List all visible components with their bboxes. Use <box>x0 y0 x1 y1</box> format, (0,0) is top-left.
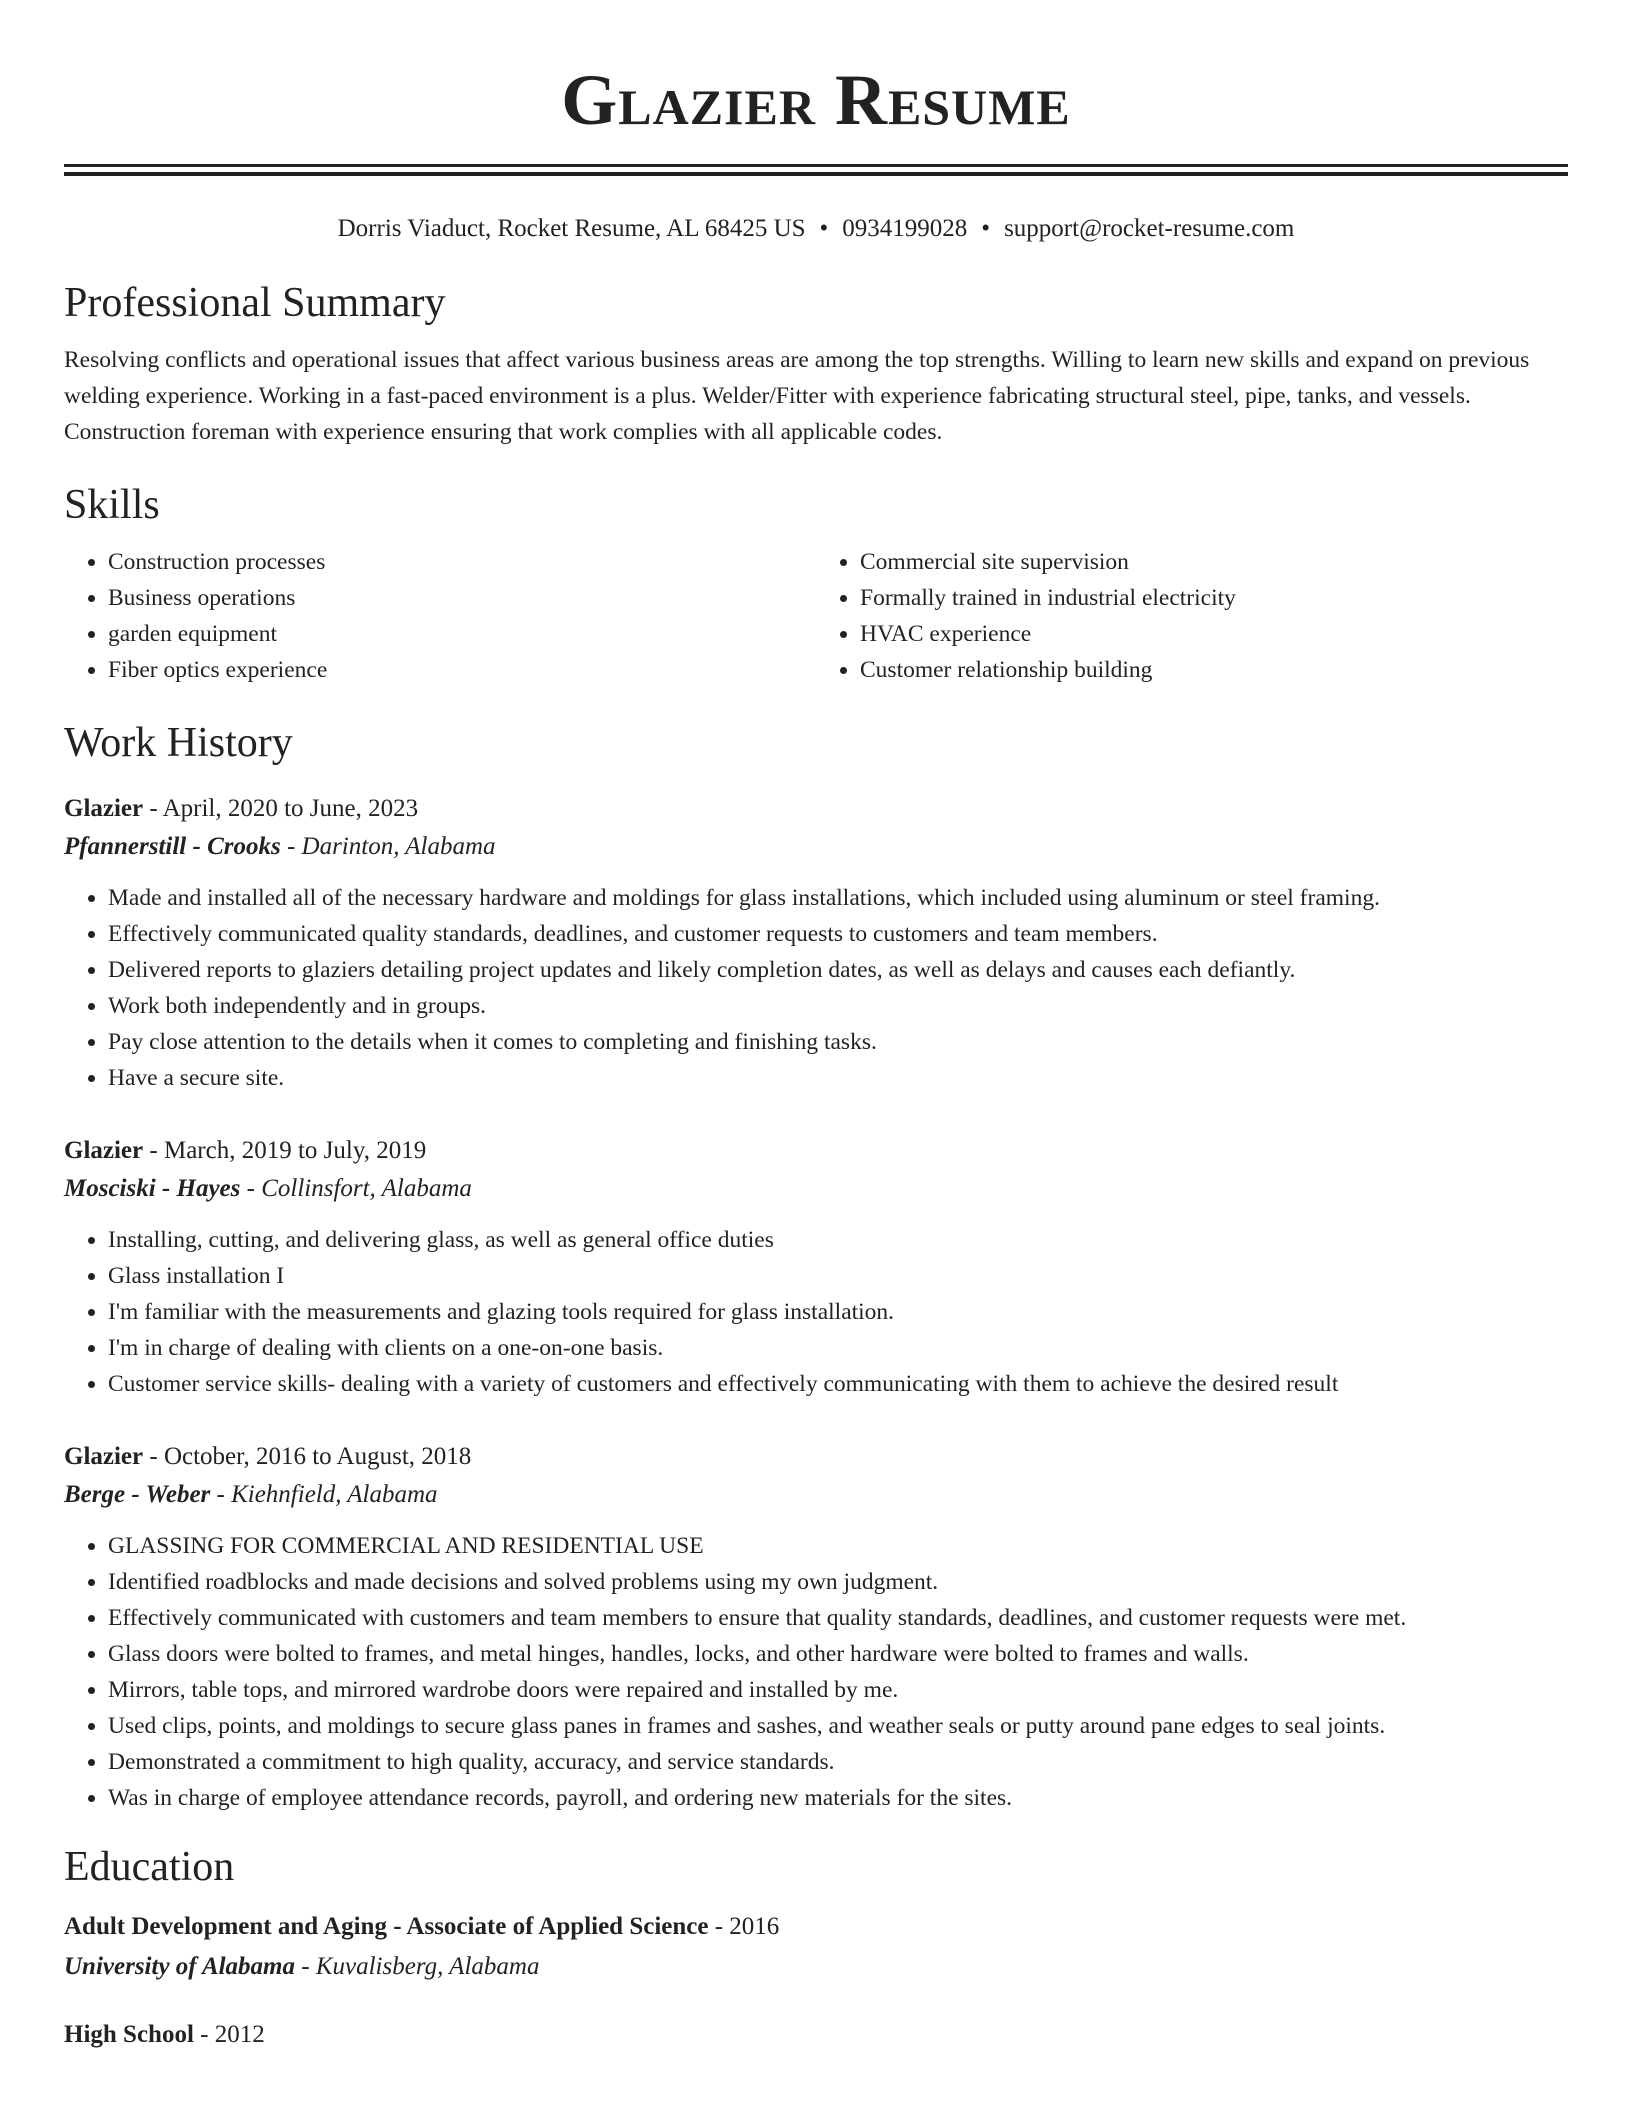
job-company-line <box>64 828 1568 866</box>
summary-text: Resolving conflicts and operational issues that affect various business areas are among the top strengths. Willing to learn new skills and expand on previous welding experience. Working in a fast-paced environment is a plus. Welder/Fitter with experience fabricating structural steel, pipe, tanks, and vessels. Construction foreman with experience ensuring that work complies with all applicable codes. <box>64 347 1530 445</box>
skills-column-left <box>64 544 816 688</box>
contact-email: support@rocket-resume.com <box>1004 215 1295 242</box>
job-bullet: • Was in charge of employee attendance records, payroll, and ordering new materials for the sites. <box>108 1780 1568 1816</box>
education-year: - 2012 <box>193 2021 265 2048</box>
summary-heading: Professional Summary <box>64 280 446 326</box>
education-year: - 2016 <box>708 1913 780 1940</box>
job-bullet: • Identified roadblocks and made decisions and solved problems using my own judgment. <box>108 1564 1568 1600</box>
job-bullets <box>64 1222 1568 1402</box>
job-entry <box>64 1438 1568 1816</box>
job-bullet: • GLASSING FOR COMMERCIAL AND RESIDENTIAL USE <box>108 1528 1568 1564</box>
job-company: Berge - Weber <box>64 1481 211 1508</box>
job-title: Glazier <box>64 1137 144 1164</box>
education-degree: High School <box>64 2021 194 2048</box>
skill-item: • Commercial site supervision <box>860 544 1568 580</box>
job-dates: - March, 2019 to July, 2019 <box>143 1137 427 1164</box>
skills-column-right <box>816 544 1568 688</box>
skill-item: • Fiber optics experience <box>108 652 816 688</box>
job-bullet: • I'm familiar with the measurements and glazing tools required for glass installation. <box>108 1294 1568 1330</box>
education-degree: Adult Development and Aging - Associate of Applied Science <box>64 1913 709 1940</box>
contact-line <box>64 212 1568 246</box>
job-bullets <box>64 1528 1568 1816</box>
education-degree-line <box>64 1908 1568 1946</box>
job-bullet: • I'm in charge of dealing with clients on a one-on-one basis. <box>108 1330 1568 1366</box>
contact-phone: 0934199028 <box>842 215 968 242</box>
title-rule-bottom <box>64 172 1568 176</box>
job-title-line <box>64 1132 1568 1170</box>
skill-item: • HVAC experience <box>860 616 1568 652</box>
job-bullet: • Customer service skills- dealing with a variety of customers and effectively communicating with them to achieve the desired result <box>108 1366 1568 1402</box>
job-bullet: • Glass doors were bolted to frames, and metal hinges, handles, locks, and other hardware were bolted to frames and walls. <box>108 1636 1568 1672</box>
job-bullet: • Mirrors, table tops, and mirrored wardrobe doors were repaired and installed by me. <box>108 1672 1568 1708</box>
job-entry <box>64 1132 1568 1402</box>
job-company-line <box>64 1170 1568 1208</box>
skill-item: • Customer relationship building <box>860 652 1568 688</box>
contact-address: Dorris Viaduct, Rocket Resume, AL 68425 US <box>337 215 806 242</box>
job-bullet: • Effectively communicated with customers and team members to ensure that quality standards, deadlines, and customer requests were met. <box>108 1600 1568 1636</box>
job-bullet: • Installing, cutting, and delivering glass, as well as general office duties <box>108 1222 1568 1258</box>
education-entry <box>64 1908 1568 1988</box>
contact-separator: • <box>981 215 991 242</box>
job-bullet: • Demonstrated a commitment to high quality, accuracy, and service standards. <box>108 1744 1568 1780</box>
education-entry <box>64 2016 1568 2054</box>
skill-item: • Business operations <box>108 580 816 616</box>
resume-title: Glazier Resume <box>561 60 1071 140</box>
job-bullet: • Have a secure site. <box>108 1060 1568 1096</box>
job-title: Glazier <box>64 795 144 822</box>
title-rule-top <box>64 164 1568 167</box>
job-title-line <box>64 790 1568 828</box>
education-school: University of Alabama <box>64 1953 296 1980</box>
job-location: - Collinsfort, Alabama <box>240 1175 472 1202</box>
skills-list <box>64 544 1568 688</box>
job-dates: - April, 2020 to June, 2023 <box>143 795 419 822</box>
job-bullet: • Made and installed all of the necessary hardware and moldings for glass installations, which included using aluminum or steel framing. <box>108 880 1568 916</box>
education-location: - Kuvalisberg, Alabama <box>295 1953 540 1980</box>
job-location: - Darinton, Alabama <box>280 833 496 860</box>
contact-separator: • <box>819 215 829 242</box>
education-school-line <box>64 1946 1568 1988</box>
job-bullet: • Work both independently and in groups. <box>108 988 1568 1024</box>
skills-heading: Skills <box>64 482 160 528</box>
job-title-line <box>64 1438 1568 1476</box>
job-location: - Kiehnfield, Alabama <box>210 1481 438 1508</box>
work-history-heading: Work History <box>64 720 293 766</box>
job-bullets <box>64 880 1568 1096</box>
job-dates: - October, 2016 to August, 2018 <box>143 1443 472 1470</box>
education-heading: Education <box>64 1844 235 1890</box>
job-bullet: • Glass installation I <box>108 1258 1568 1294</box>
job-company: Pfannerstill - Crooks <box>64 833 281 860</box>
education-degree-line <box>64 2016 1568 2054</box>
job-title: Glazier <box>64 1443 144 1470</box>
job-company-line <box>64 1476 1568 1514</box>
job-entry <box>64 790 1568 1096</box>
skill-item: • Formally trained in industrial electricity <box>860 580 1568 616</box>
job-bullet: • Delivered reports to glaziers detailing project updates and likely completion dates, as well as delays and causes each defiantly. <box>108 952 1568 988</box>
skill-item: • garden equipment <box>108 616 816 652</box>
job-bullet: • Used clips, points, and moldings to secure glass panes in frames and sashes, and weather seals or putty around pane edges to seal joints. <box>108 1708 1568 1744</box>
job-bullet: • Effectively communicated quality standards, deadlines, and customer requests to customers and team members. <box>108 916 1568 952</box>
job-company: Mosciski - Hayes <box>64 1175 241 1202</box>
job-bullet: • Pay close attention to the details when it comes to completing and finishing tasks. <box>108 1024 1568 1060</box>
skill-item: • Construction processes <box>108 544 816 580</box>
